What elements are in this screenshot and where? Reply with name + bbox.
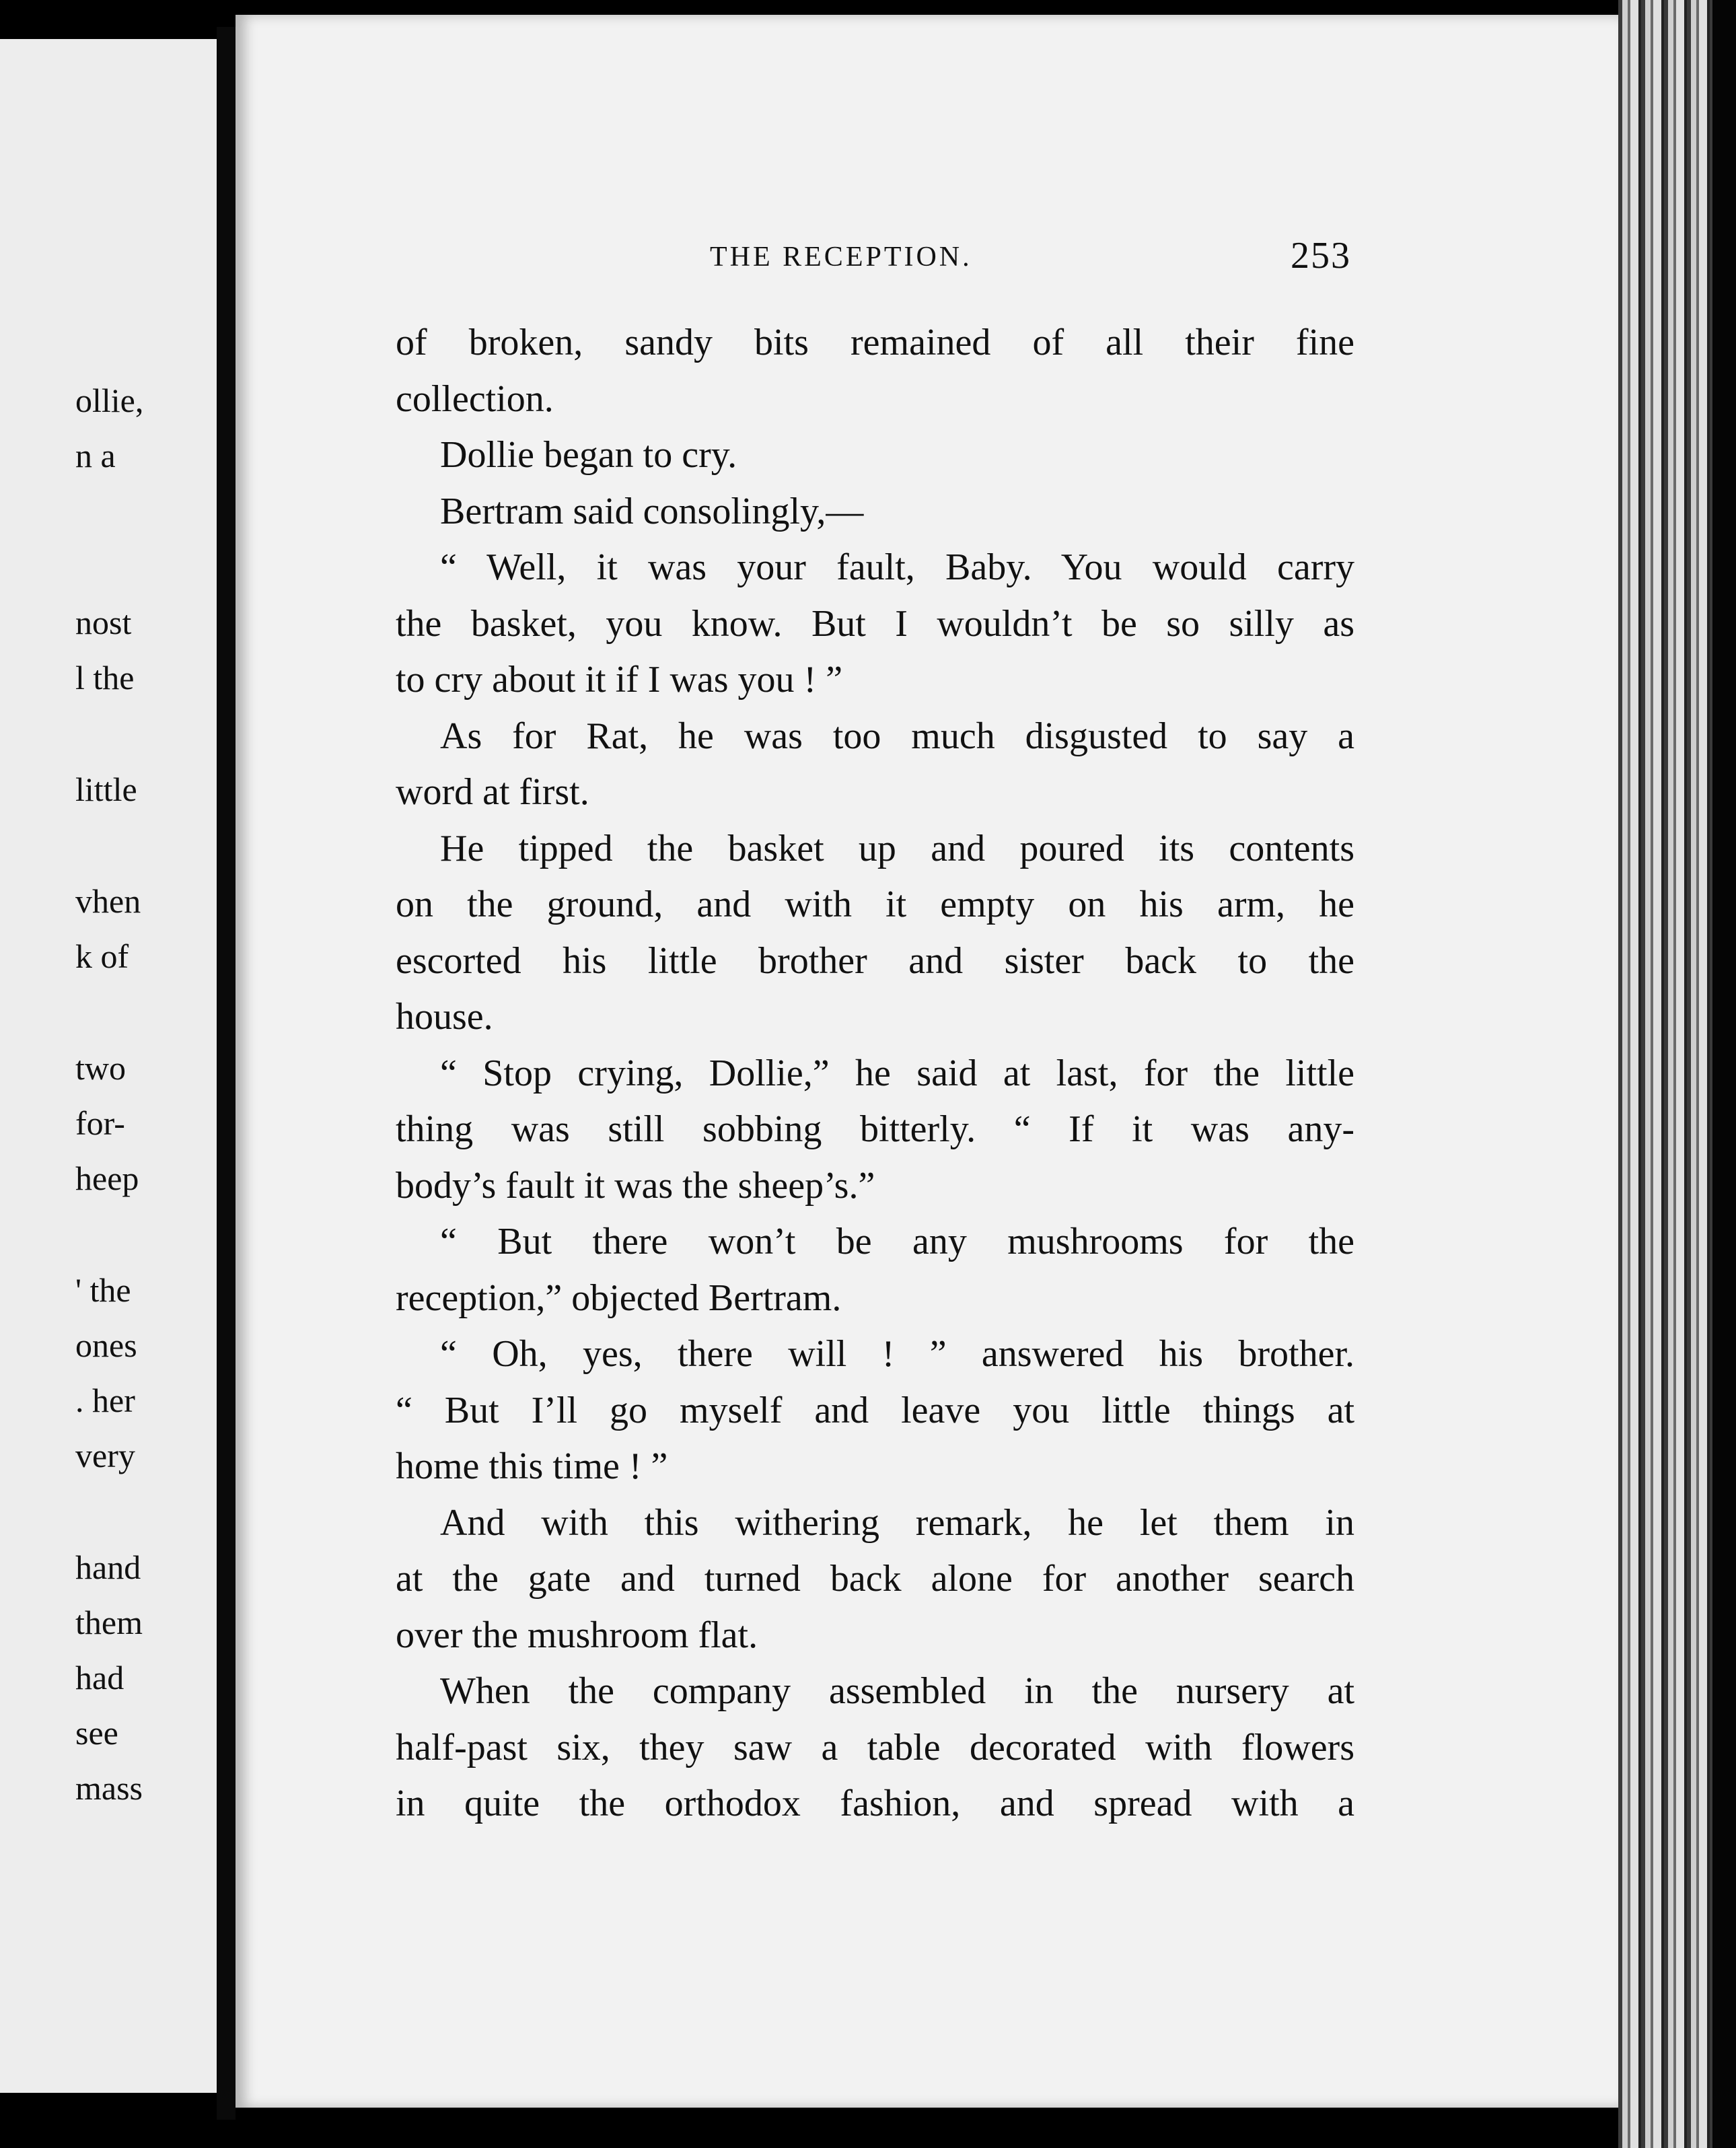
- text-line: word at first.: [396, 771, 589, 813]
- text-line: Bertram said consolingly,—: [440, 490, 864, 532]
- text-line: “ Stop crying, Dollie,” he said at last, for the little: [440, 1052, 1354, 1094]
- left-page-fragment: mass: [75, 1769, 143, 1807]
- left-page-fragment: two: [75, 1049, 126, 1087]
- chapter-title: THE RECEPTION.: [710, 242, 972, 273]
- left-page-fragment: them: [75, 1604, 143, 1641]
- left-page-fragment: k of: [75, 937, 129, 975]
- text-line: to cry about it if I was you ! ”: [396, 659, 843, 701]
- text-line: He tipped the basket up and poured its contents: [440, 827, 1354, 869]
- page-edges: [1618, 0, 1712, 2148]
- text-line: the basket, you know. But I wouldn’t be so silly as: [396, 602, 1354, 645]
- left-page-fragment: very: [75, 1437, 135, 1474]
- text-line: in quite the orthodox fashion, and spread with a: [396, 1783, 1354, 1824]
- left-page-fragment: . her: [75, 1382, 135, 1419]
- left-page-fragment: n a: [75, 437, 116, 474]
- text-line: reception,” objected Bertram.: [396, 1277, 842, 1319]
- text-line: thing was still sobbing bitterly. “ If it was any-: [396, 1108, 1354, 1150]
- left-page-fragment: see: [75, 1714, 118, 1752]
- text-line: over the mushroom flat.: [396, 1614, 758, 1656]
- text-line: at the gate and turned back alone for another search: [396, 1558, 1354, 1600]
- text-line: “ But I’ll go myself and leave you little things at: [396, 1389, 1354, 1431]
- left-page-fragment: ones: [75, 1326, 137, 1364]
- text-line: half-past six, they saw a table decorated with flowers: [396, 1726, 1354, 1768]
- text-line: “ Oh, yes, there will ! ” answered his brother.: [440, 1333, 1354, 1375]
- text-line: house.: [396, 996, 493, 1038]
- left-page-fragment: l the: [75, 659, 135, 696]
- previous-page: [0, 39, 217, 2093]
- left-page-fragment: little: [75, 771, 137, 808]
- left-page-fragment: ollie,: [75, 382, 144, 419]
- text-line: escorted his little brother and sister back to the: [396, 939, 1354, 982]
- text-line: “ Well, it was your fault, Baby. You would carry: [440, 546, 1354, 588]
- left-page-fragment: vhen: [75, 882, 141, 920]
- running-head: [471, 237, 1359, 277]
- text-line: Dollie began to cry.: [440, 434, 737, 476]
- text-line: collection.: [396, 378, 554, 420]
- left-page-fragment: nost: [75, 604, 132, 641]
- text-line: “ But there won’t be any mushrooms for the: [440, 1221, 1354, 1262]
- left-page-fragment: heep: [75, 1159, 139, 1197]
- text-line: And with this withering remark, he let them in: [440, 1501, 1354, 1544]
- left-page-fragment: had: [75, 1659, 124, 1696]
- background-edge: [1712, 0, 1736, 2148]
- left-page-fragment: ' the: [75, 1271, 131, 1309]
- body-text: [396, 315, 1354, 1832]
- left-page-fragment: for-: [75, 1104, 125, 1142]
- text-line: As for Rat, he was too much disgusted to say a: [440, 715, 1354, 757]
- text-line: on the ground, and with it empty on his arm, he: [396, 884, 1354, 925]
- text-line: of broken, sandy bits remained of all their fine: [396, 322, 1354, 363]
- text-line: When the company assembled in the nursery at: [440, 1670, 1354, 1712]
- page-number: 253: [1291, 235, 1351, 277]
- text-line: home this time ! ”: [396, 1445, 668, 1487]
- text-line: body’s fault it was the sheep’s.”: [396, 1164, 875, 1207]
- book-gutter: [217, 27, 236, 2120]
- left-page-fragment: hand: [75, 1548, 141, 1586]
